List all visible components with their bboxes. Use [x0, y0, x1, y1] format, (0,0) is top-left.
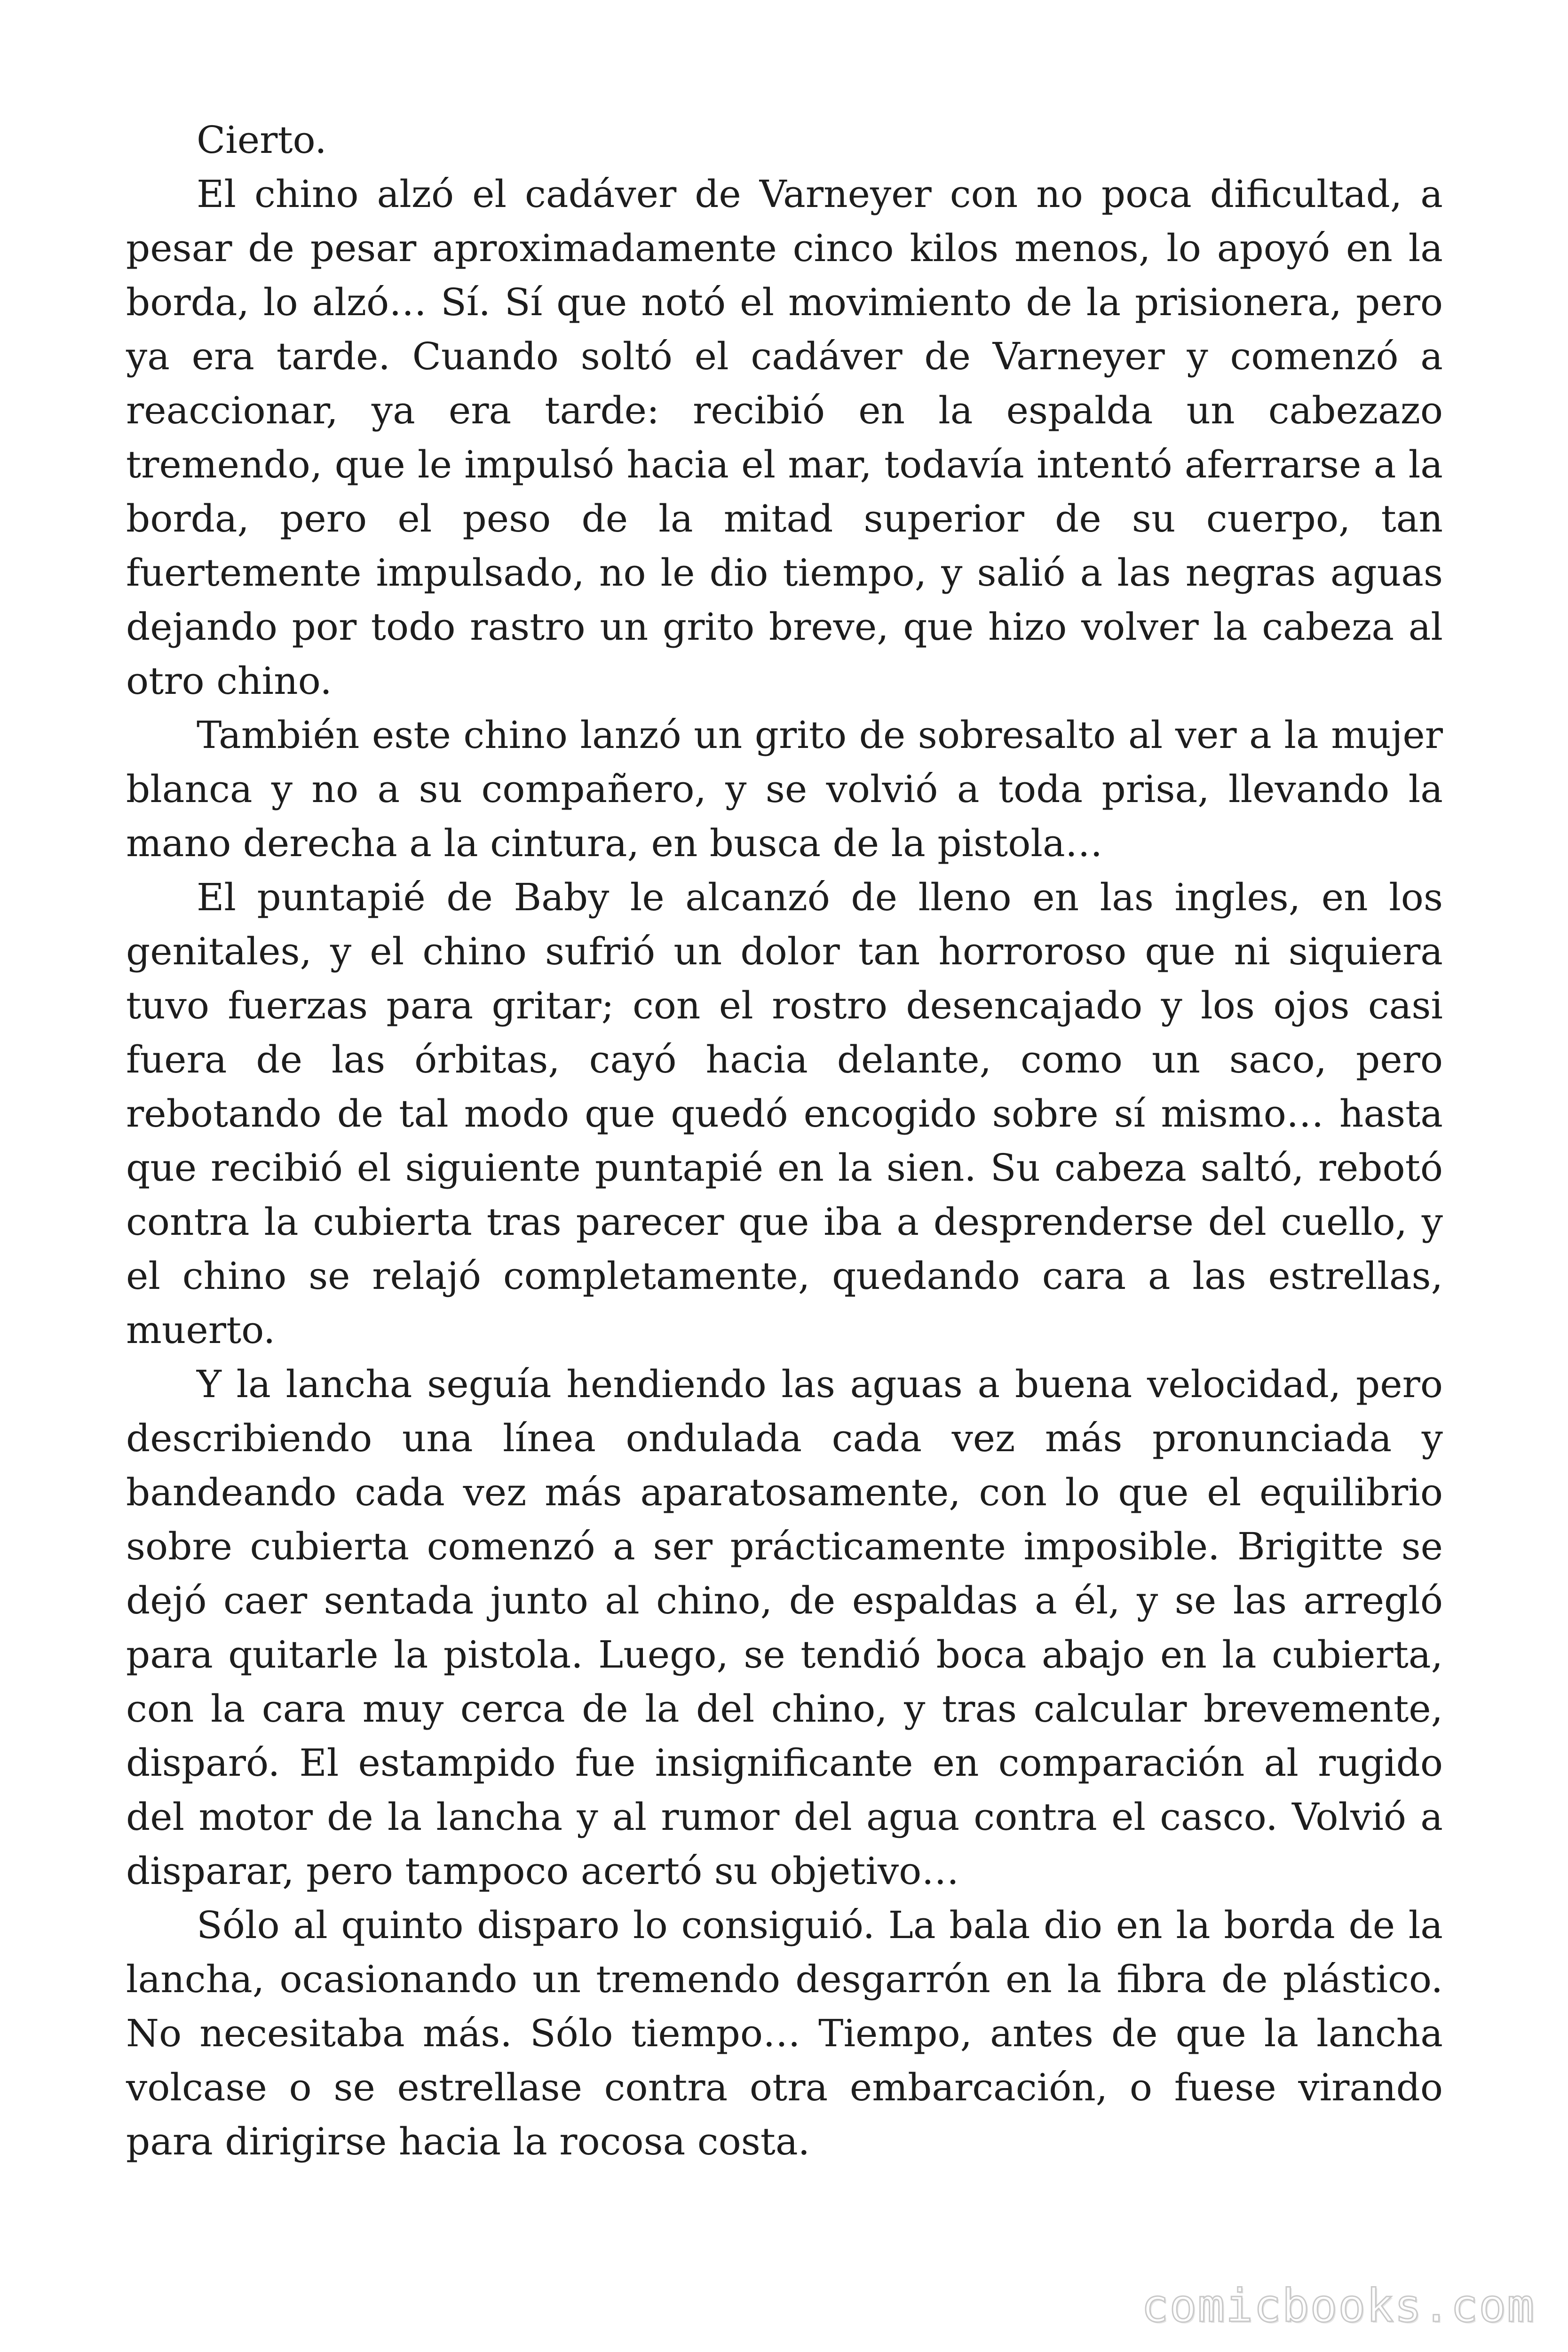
paragraph-2: El chino alzó el cadáver de Varneyer con no poca dificultad, a pesar de pesar aproximadamente cinco kilos menos, lo apoyó en la borda, lo alzó… Sí. Sí que notó el movimiento de la prisionera, pero ya era tarde. Cuando soltó el cadáver de Varneyer y comenzó a reaccionar, ya era tarde: recibió en la espalda un cabezazo tremendo, que le impulsó hacia el mar, todavía intentó aferrarse a la borda, pero el peso de la mitad superior de su cuerpo, tan fuertemente impulsado, no le dio tiempo, y salió a las negras aguas dejando por todo rastro un grito breve, que hizo volver la cabeza al otro chino.	[126, 172, 1443, 703]
paragraph-4: El puntapié de Baby le alcanzó de lleno en las ingles, en los genitales, y el chino sufrió un dolor tan horroroso que ni siquiera tuvo fuerzas para gritar; con el rostro desencajado y los ojos casi fuera de las órbitas, cayó hacia delante, como un saco, pero rebotando de tal modo que quedó encogido sobre sí mismo… hasta que recibió el siguiente puntapié en la sien. Su cabeza saltó, rebotó contra la cubierta tras parecer que iba a desprenderse del cuello, y el chino se relajó completamente, quedando cara a las estrellas, muerto.	[126, 875, 1443, 1352]
paragraph-5: Y la lancha seguía hendiendo las aguas a buena velocidad, pero describiendo una línea ondulada cada vez más pronunciada y bandeando cada vez más aparatosamente, con lo que el equilibrio sobre cubierta comenzó a ser prácticamente imposible. Brigitte se dejó caer sentada junto al chino, de espaldas a él, y se las arregló para quitarle la pistola. Luego, se tendió boca abajo en la cubierta, con la cara muy cerca de la del chino, y tras calcular brevemente, disparó. El estampido fue insignificante en comparación al rugido del motor de la lancha y al rumor del agua contra el casco. Volvió a disparar, pero tampoco acertó su objetivo…	[126, 1362, 1443, 1893]
body-text	[126, 113, 1443, 2169]
paragraph-6: Sólo al quinto disparo lo consiguió. La bala dio en la borda de la lancha, ocasionando un tremendo desgarrón en la fibra de plástico. No necesitaba más. Sólo tiempo… Tiempo, antes de que la lancha volcase o se estrellase contra otra embarcación, o fuese virando para dirigirse hacia la rocosa costa.	[126, 1903, 1443, 2163]
paragraph-3: También este chino lanzó un grito de sobresalto al ver a la mujer blanca y no a su compañero, y se volvió a toda prisa, llevando la mano derecha a la cintura, en busca de la pistola…	[126, 713, 1443, 865]
site-watermark: comicbooks.com	[1141, 2280, 1535, 2332]
paragraph-1: Cierto.	[197, 118, 327, 162]
